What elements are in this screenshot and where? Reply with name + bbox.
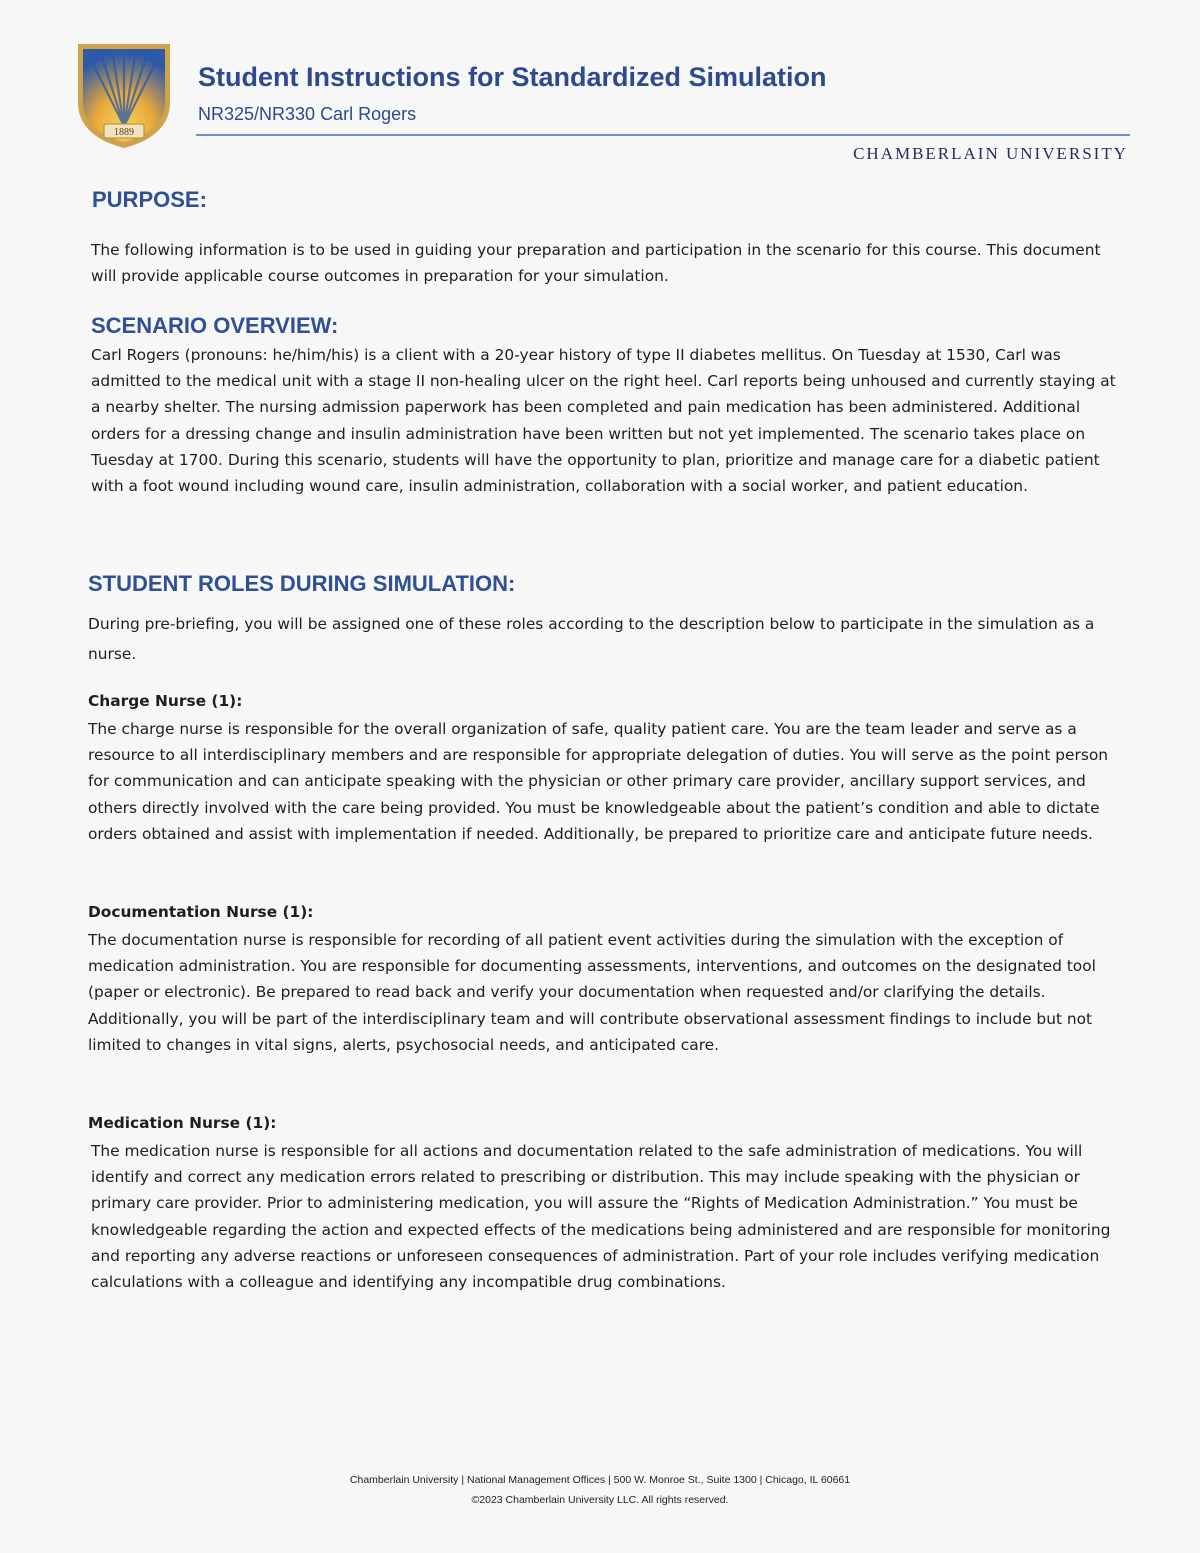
header-divider: [196, 134, 1130, 136]
footer-address: Chamberlain University | National Management Offices | 500 W. Monroe St., Suite 1300 | Chicago, IL 60661: [349, 1474, 851, 1486]
charge-nurse-title: Charge Nurse (1):: [88, 692, 243, 710]
scenario-overview-text: Carl Rogers (pronouns: he/him/his) is a client with a 20-year history of type II diabetes mellitus. On Tuesday at 1530, Carl was admitted to the medical unit with a stage II non-healing ulcer on the right heel. Carl reports being unhoused and currently staying at a nearby shelter. The nursing admission paperwork has been completed and pain medication has been administered. Additional orders for a dressing change and insulin administration have been written but not yet implemented. The scenario takes place on Tuesday at 1700. During this scenario, students will have the opportunity to plan, prioritize and manage care for a diabetic patient with a foot wound including wound care, insulin administration, collaboration with a social worker, and patient education.: [91, 346, 1116, 496]
documentation-nurse-text: The documentation nurse is responsible for recording of all patient event activities during the simulation with the exception of medication administration. You are responsible for documenting assessments, interventions, and outcomes on the designated tool (paper or electronic). Be prepared to read back and verify your documentation when requested and/or clarifying the details. Additionally, you will be part of the interdisciplinary team and will contribute observational assessment findings to include but not limited to changes in vital signs, alerts, psychosocial needs, and anticipated care.: [88, 931, 1096, 1054]
course-subtitle: NR325/NR330 Carl Rogers: [198, 104, 417, 124]
chamberlain-shield-logo: [74, 40, 174, 150]
purpose-text: The following information is to be used in guiding your preparation and participation in the scenario for this course. This document will provide applicable course outcomes in preparation for your simulation.: [91, 241, 1101, 286]
student-roles-intro: During pre-briefing, you will be assigned one of these roles according to the description below to participate in the simulation as a nurse.: [88, 615, 1095, 663]
scenario-overview-heading: SCENARIO OVERVIEW:: [91, 313, 339, 338]
university-name: CHAMBERLAIN UNIVERSITY: [853, 144, 1128, 163]
student-roles-heading: STUDENT ROLES DURING SIMULATION:: [88, 571, 516, 596]
medication-nurse-text: The medication nurse is responsible for all actions and documentation related to the safe administration of medications. You will identify and correct any medication errors related to prescribing or distribution. This may include speaking with the physician or primary care provider. Prior to administering medication, you will assure the “Rights of Medication Administration.” You must be knowledgeable regarding the action and expected effects of the medications being administered and are responsible for monitoring and reporting any adverse reactions or unforeseen consequences of administration. Part of your role includes verifying medication calculations with a colleague and identifying any incompatible drug combinations.: [91, 1142, 1111, 1292]
medication-nurse-title: Medication Nurse (1):: [88, 1114, 277, 1132]
purpose-heading: PURPOSE:: [92, 187, 207, 212]
charge-nurse-text: The charge nurse is responsible for the overall organization of safe, quality patient care. You are the team leader and serve as a resource to all interdisciplinary members and are responsible for appropriate delegation of duties. You will serve as the point person for communication and can anticipate speaking with the physician or other primary care provider, ancillary support services, and others directly involved with the care being provided. You must be knowledgeable about the patient’s condition and able to dictate orders obtained and assist with implementation if needed. Additionally, be prepared to prioritize care and anticipate future needs.: [88, 720, 1109, 843]
svg-text:1889: 1889: [114, 127, 134, 138]
document-title: Student Instructions for Standardized Simulation: [198, 62, 827, 92]
footer-copyright: ©2023 Chamberlain University LLC. All rights reserved.: [471, 1494, 729, 1506]
documentation-nurse-title: Documentation Nurse (1):: [88, 903, 314, 921]
